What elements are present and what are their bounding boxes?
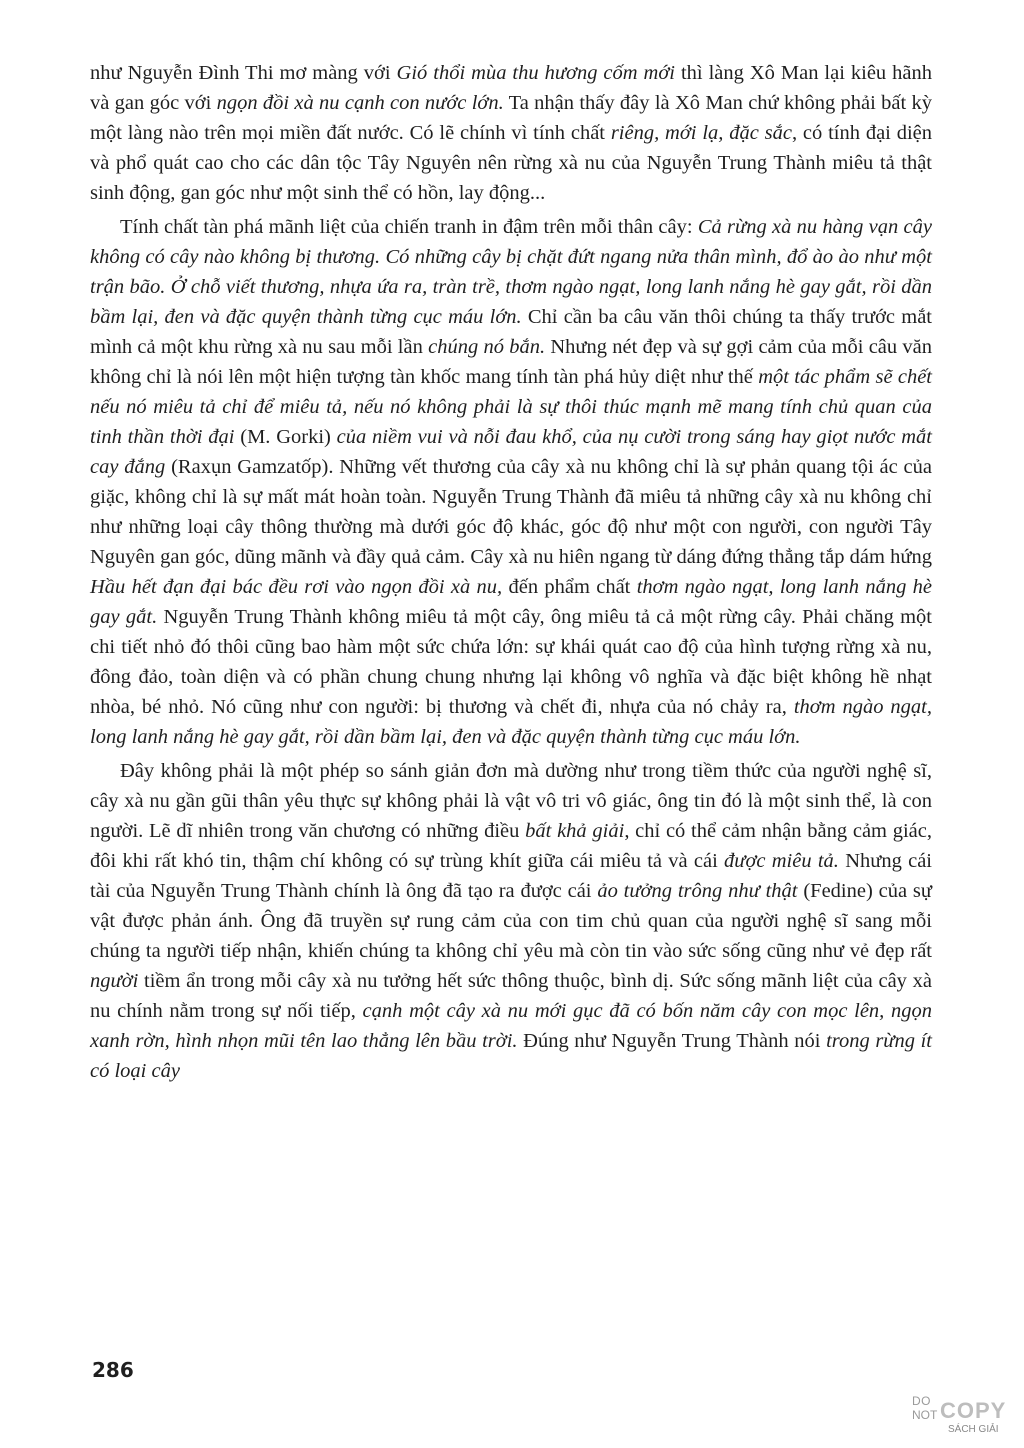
text-run: (Raxụn Gamzatốp). Những vết thương của cây xà nu không chỉ là sự phản quang tội ác của giặc, không chỉ là sự mất mát hoàn toàn. Nguyễn Trung Thành đã miêu tả những cây xà nu không chỉ như những loại cây thông thường mà dưới góc độ khác, góc độ như một con người, con người Tây Nguyên gan góc, dũng mãnh và đầy quả cảm. Cây xà nu hiên ngang từ dáng đứng thẳng tắp dám hứng [90,456,932,568]
italic-quote: một tác phẩm sẽ chết nếu nó miêu tả chỉ để miêu tả, nếu nó không phải là sự thôi thúc mạnh mẽ mang tính chủ quan của tinh thần thời đại [90,366,932,448]
do-not-copy-watermark [910,1392,1014,1440]
paragraph [90,212,932,752]
text-run: Đây không phải là một phép so sánh giản đơn mà dường như trong tiềm thức của người nghệ sĩ, cây xà nu gần gũi thân yêu thực sự không phải là vật vô tri vô giác, ông tin đó là một sinh thể, là con người. Lẽ dĩ nhiên trong văn chương có những điều [90,760,932,842]
italic-quote: riêng, mới lạ, đặc sắc [610,122,792,144]
paragraph [90,756,932,1086]
body-text [90,58,932,1086]
italic-quote: của niềm vui và nỗi đau khổ, của nụ cười trong sáng hay giọt nước mắt cay đắng [90,426,932,478]
text-run: , chỉ có thể cảm nhận bằng cảm giác, đôi khi rất khó tin, thậm chí không có sự trùng khít giữa cái miêu tả và cái [90,820,932,872]
watermark-not: NOT [912,1408,938,1422]
text-run: Nhưng cái tài của Nguyễn Trung Thành chính là ông đã tạo ra được cái [90,850,933,902]
text-run: Chỉ cần ba câu văn thôi chúng ta thấy trước mắt mình cả một khu rừng xà nu sau mỗi lần [90,306,932,358]
paragraph [90,58,932,208]
text-run: thì làng Xô Man lại kiêu hãnh và gan góc với [90,62,933,114]
italic-quote: ngọn đồi xà nu cạnh con nước lớn. [216,92,504,114]
watermark-do: DO [912,1394,931,1408]
text-run: Ta nhận thấy đây là Xô Man chứ không phải bất kỳ một làng nào trên mọi miền đất nước. Có lẽ chính vì tính chất [90,92,932,144]
text-run: Tính chất tàn phá mãnh liệt của chiến tranh in đậm trên mỗi thân cây: [120,216,698,238]
text-run: như Nguyễn Đình Thi mơ màng với [90,62,397,84]
text-run: Nguyễn Trung Thành không miêu tả một cây, ông miêu tả cả một rừng cây. Phải chăng một chi tiết nhỏ đó thôi cũng bao hàm một sức chứa lớn: sự khái quát cao độ của hình tượng rừng xà nu, đông đảo, toàn diện và có phần chung chung nhưng lại không vô nghĩa và đặc biệt không hề nhạt nhòa, bé nhỏ. Nó cũng như con người: bị thương và chết đi, nhựa của nó chảy ra, [90,606,933,718]
italic-quote: thơm ngào ngạt, long lanh nắng hè gay gắt, rồi dần bầm lại, đen và đặc quyện thành từng cục máu lớn. [90,696,933,748]
page-number: 286 [92,1358,134,1382]
text-run: Nhưng nét đẹp và sự gợi cảm của mỗi câu văn không chỉ là nói lên một hiện tượng tàn khốc mang tính tàn phá hủy diệt như thế [90,336,933,388]
italic-quote: bất khả giải [525,820,625,842]
text-run: (M. Gorki) [234,426,337,448]
text-run: , có tính đại diện và phổ quát cao cho các dân tộc Tây Nguyên nên rừng xà nu của Nguyễn Trung Thành miêu tả thật sinh động, gan góc như một sinh thể có hồn, lay động... [90,122,932,204]
text-run: đến phẩm chất [502,576,637,598]
italic-quote: người [90,970,139,992]
italic-quote: Gió thổi mùa thu hương cốm mới [396,62,675,84]
text-run: (Fedine) của sự vật được phản ánh. Ông đã truyền sự rung cảm của con tim chủ quan của người nghệ sĩ sang mỗi chúng ta người tiếp nhận, khiến chúng ta không chỉ yêu mà còn tin vào sức sống cũng như vẻ đẹp rất [90,880,933,962]
italic-quote: chúng nó bắn. [428,336,546,358]
watermark-brand: SÁCH GIẢI [948,1424,999,1435]
text-run: Đúng như Nguyễn Trung Thành nói [517,1030,827,1052]
italic-quote: Hầu hết đạn đại bác đều rơi vào ngọn đồi xà nu, [90,576,503,598]
text-run: tiềm ẩn trong mỗi cây xà nu tưởng hết sức thông thuộc, bình dị. Sức sống mãnh liệt của cây xà nu chính nằm trong sự nối tiếp, [90,970,932,1022]
italic-quote: ảo tưởng trông như thật [597,880,798,902]
italic-quote: trong rừng ít có loại cây [90,1030,932,1082]
italic-quote: thơm ngào ngạt, long lanh nắng hè gay gắt. [90,576,932,628]
watermark-copy: COPY [940,1398,1007,1423]
italic-quote: cạnh một cây xà nu mới gục đã có bốn năm cây con mọc lên, ngọn xanh rờn, hình nhọn mũi tên lao thẳng lên bầu trời. [90,1000,932,1052]
italic-quote: được miêu tả. [724,850,839,872]
italic-quote: Cả rừng xà nu hàng vạn cây không có cây nào không bị thương. Có những cây bị chặt đứt ngang nửa thân mình, đổ ào ào như một trận bão. Ở chỗ viết thương, nhựa ứa ra, tràn trề, thơm ngào ngạt, long lanh nắng hè gay gắt, rồi dần bầm lại, đen và đặc quyện thành từng cục máu lớn. [90,216,932,328]
